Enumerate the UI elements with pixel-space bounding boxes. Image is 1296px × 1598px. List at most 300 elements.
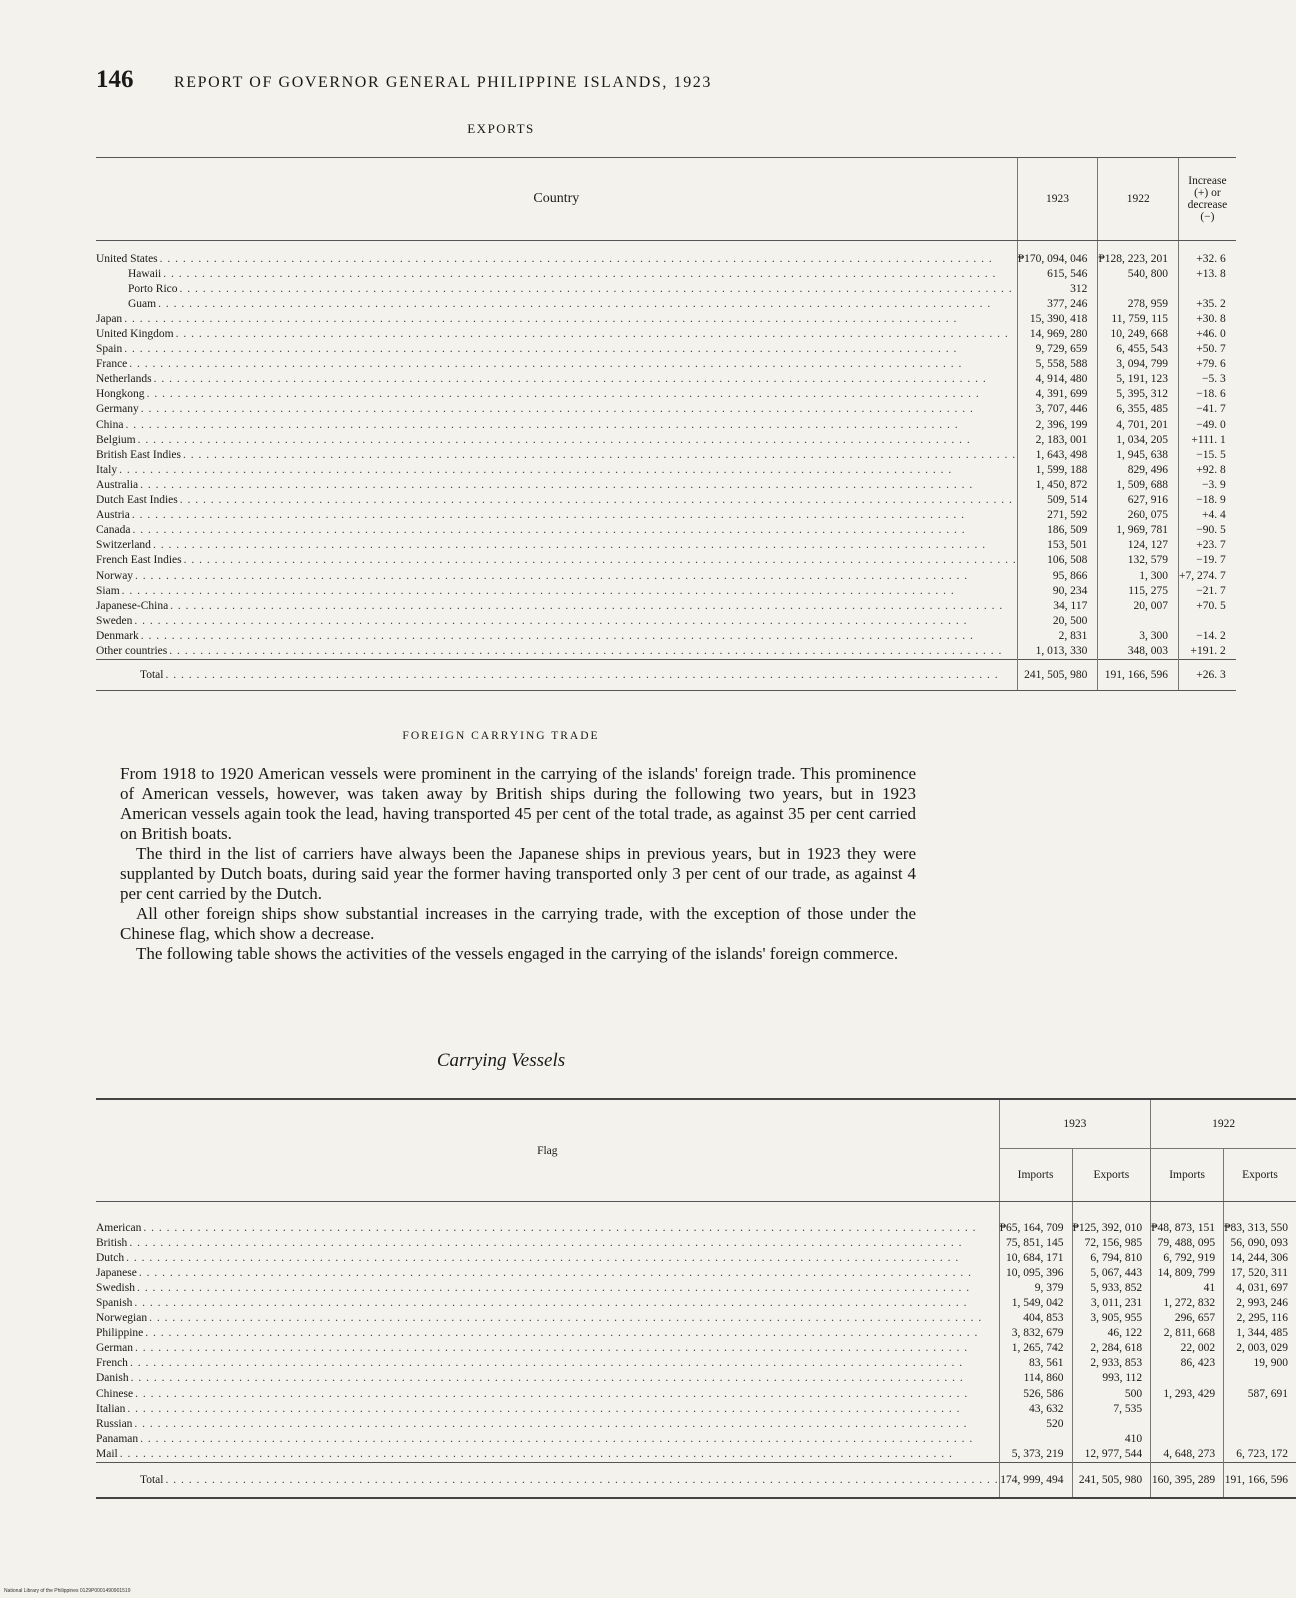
total-exports-1923-cell: 241, 505, 980 [1072, 1462, 1151, 1498]
value-1922-cell: 132, 579 [1098, 553, 1179, 568]
total-1922-cell: 191, 166, 596 [1098, 659, 1179, 690]
dot-leader [176, 327, 1017, 341]
table-row [96, 417, 1236, 432]
label-text: Japanese [96, 1266, 137, 1279]
row-label [96, 327, 1017, 341]
dot-leader [135, 1341, 999, 1355]
label-text: Dutch East Indies [96, 494, 178, 507]
flag-cell [96, 1401, 999, 1416]
value-1922-cell: 540, 800 [1098, 266, 1179, 281]
dot-leader [180, 493, 1017, 507]
country-cell [96, 493, 1017, 508]
imports-1922-cell: 79, 488, 095 [1151, 1235, 1224, 1250]
dot-leader [135, 1387, 999, 1401]
dot-leader [130, 1356, 999, 1370]
country-cell [96, 402, 1017, 417]
imports-1922-cell: 22, 002 [1151, 1341, 1224, 1356]
value-1922-cell: 1, 300 [1098, 568, 1179, 583]
exports-1923-cell: 6, 794, 810 [1072, 1250, 1151, 1265]
change-cell: −49. 0 [1179, 417, 1236, 432]
imports-1923-cell: 9, 379 [999, 1280, 1072, 1295]
table-row [96, 628, 1236, 643]
table-row [96, 1280, 1296, 1295]
flag-cell [96, 1202, 999, 1236]
imports-1922-cell: 296, 657 [1151, 1311, 1224, 1326]
exports-1922-cell: ₱83, 313, 550 [1224, 1202, 1296, 1236]
carrying-trade-title: FOREIGN CARRYING TRADE [402, 730, 600, 742]
imports-1922-cell: 1, 272, 832 [1151, 1295, 1224, 1310]
country-cell [96, 241, 1017, 267]
page-header [96, 66, 916, 100]
country-cell [96, 538, 1017, 553]
row-label [96, 1311, 999, 1325]
label-text: American [96, 1221, 142, 1234]
row-label [96, 553, 1017, 567]
row-label [96, 1221, 999, 1235]
row-label [96, 402, 1017, 416]
row-label [96, 493, 1017, 507]
exports-1922-cell [1224, 1401, 1296, 1416]
value-1923-cell: 5, 558, 588 [1017, 357, 1098, 372]
flag-cell [96, 1416, 999, 1431]
row-label [96, 1402, 999, 1416]
dot-leader [158, 297, 1017, 311]
value-1922-cell [1098, 613, 1179, 628]
col-header-year-1923: 1923 [999, 1099, 1151, 1149]
dot-leader [183, 448, 1017, 462]
country-cell [96, 523, 1017, 538]
table-row [96, 1371, 1296, 1386]
value-1922-cell: 124, 127 [1098, 538, 1179, 553]
label-text: German [96, 1342, 134, 1355]
dot-leader [180, 282, 1017, 296]
change-cell: −18. 9 [1179, 493, 1236, 508]
dot-leader [135, 569, 1017, 583]
change-cell: +4. 4 [1179, 508, 1236, 523]
row-label [96, 1281, 999, 1295]
label-text: Philippine [96, 1327, 144, 1340]
row-label [96, 418, 1017, 432]
label-text: Other countries [96, 644, 168, 657]
row-label [96, 1432, 999, 1446]
label-text: Japanese-China [96, 599, 169, 612]
flag-cell [96, 1250, 999, 1265]
exports-1923-cell: 993, 112 [1072, 1371, 1151, 1386]
row-label [96, 448, 1017, 462]
imports-1922-cell: ₱48, 873, 151 [1151, 1202, 1224, 1236]
vessels-table [96, 1098, 1296, 1499]
value-1923-cell: 95, 866 [1017, 568, 1098, 583]
exports-1922-cell [1224, 1371, 1296, 1386]
row-label [96, 508, 1017, 522]
value-1923-cell: 14, 969, 280 [1017, 326, 1098, 341]
dot-leader [126, 1251, 998, 1265]
exports-1923-cell [1072, 1416, 1151, 1431]
exports-1922-cell: 2, 003, 029 [1224, 1341, 1296, 1356]
total-exports-1922-cell: 191, 166, 596 [1224, 1462, 1296, 1498]
table-row [96, 311, 1236, 326]
row-label [96, 342, 1017, 356]
running-title: REPORT OF GOVERNOR GENERAL PHILIPPINE ISLANDS, 1923 [174, 74, 712, 91]
col-header-imports-1922: Imports [1151, 1149, 1224, 1202]
value-1922-cell: 1, 969, 781 [1098, 523, 1179, 538]
table-row [96, 1202, 1296, 1236]
label-text: Panaman [96, 1432, 139, 1445]
value-1923-cell: 20, 500 [1017, 613, 1098, 628]
col-header-exports-1923: Exports [1072, 1149, 1151, 1202]
flag-cell [96, 1386, 999, 1401]
label-text: United States [96, 252, 158, 265]
exports-table [96, 157, 1236, 691]
change-cell: −19. 7 [1179, 553, 1236, 568]
imports-1922-cell [1151, 1401, 1224, 1416]
dot-leader [134, 1417, 998, 1431]
row-label [96, 569, 1017, 583]
imports-1923-cell: 404, 853 [999, 1311, 1072, 1326]
row-label [96, 629, 1017, 643]
dot-leader [163, 267, 1017, 281]
country-cell [96, 628, 1017, 643]
total-label-cell [96, 659, 1017, 690]
label-text: French [96, 1357, 128, 1370]
table-row [96, 387, 1236, 402]
col-header-1923: 1923 [1017, 158, 1098, 241]
label-text: Siam [96, 584, 120, 597]
change-cell: +46. 0 [1179, 326, 1236, 341]
exports-1922-cell [1224, 1416, 1296, 1431]
label-text: Netherlands [96, 373, 152, 386]
exports-1922-cell: 2, 295, 116 [1224, 1311, 1296, 1326]
country-cell [96, 281, 1017, 296]
country-cell [96, 583, 1017, 598]
row-label [96, 668, 1017, 682]
row-label [96, 1296, 999, 1310]
dot-leader [137, 1281, 999, 1295]
dot-leader [165, 668, 1016, 682]
row-label [96, 478, 1017, 492]
imports-1922-cell: 4, 648, 273 [1151, 1446, 1224, 1462]
page-number: 146 [96, 66, 134, 93]
dot-leader [124, 342, 1017, 356]
change-cell: +79. 6 [1179, 357, 1236, 372]
dot-leader [134, 1296, 998, 1310]
exports-1923-cell: 3, 905, 955 [1072, 1311, 1151, 1326]
change-cell: +30. 8 [1179, 311, 1236, 326]
dot-leader [138, 433, 1017, 447]
country-cell [96, 508, 1017, 523]
table-row [96, 643, 1236, 659]
flag-cell [96, 1280, 999, 1295]
row-label [96, 584, 1017, 598]
value-1923-cell: 9, 729, 659 [1017, 342, 1098, 357]
label-text: Australia [96, 478, 139, 491]
country-cell [96, 417, 1017, 432]
row-label [96, 312, 1017, 326]
value-1923-cell: 271, 592 [1017, 508, 1098, 523]
table-row [96, 402, 1236, 417]
exports-1923-cell: 7, 535 [1072, 1401, 1151, 1416]
imports-1923-cell: 83, 561 [999, 1356, 1072, 1371]
change-cell [1179, 281, 1236, 296]
total-1923-cell: 241, 505, 980 [1017, 659, 1098, 690]
label-text: Total [140, 668, 164, 681]
value-1922-cell: 4, 701, 201 [1098, 417, 1179, 432]
change-cell: −21. 7 [1179, 583, 1236, 598]
value-1922-cell: 278, 959 [1098, 296, 1179, 311]
total-imports-1923-cell: 174, 999, 494 [999, 1462, 1072, 1498]
value-1923-cell: 4, 391, 699 [1017, 387, 1098, 402]
value-1922-cell: 115, 275 [1098, 583, 1179, 598]
imports-1922-cell [1151, 1416, 1224, 1431]
table-row [96, 477, 1236, 492]
row-label [96, 1326, 999, 1340]
country-cell [96, 447, 1017, 462]
country-cell [96, 598, 1017, 613]
imports-1922-cell: 1, 293, 429 [1151, 1386, 1224, 1401]
row-label [96, 282, 1017, 296]
value-1923-cell: 1, 450, 872 [1017, 477, 1098, 492]
label-text: Total [140, 1473, 164, 1486]
table-row [96, 553, 1236, 568]
dot-leader [119, 463, 1017, 477]
dot-leader [140, 1432, 998, 1446]
imports-1923-cell [999, 1431, 1072, 1446]
exports-1922-cell: 587, 691 [1224, 1386, 1296, 1401]
table-row [96, 613, 1236, 628]
exports-title: EXPORTS [467, 121, 535, 136]
imports-1922-cell: 86, 423 [1151, 1356, 1224, 1371]
table-row [96, 241, 1236, 267]
value-1923-cell: 2, 831 [1017, 628, 1098, 643]
dot-leader [134, 614, 1016, 628]
value-1922-cell: 5, 191, 123 [1098, 372, 1179, 387]
col-header-1922: 1922 [1098, 158, 1179, 241]
exports-1922-cell: 1, 344, 485 [1224, 1326, 1296, 1341]
table-row [96, 493, 1236, 508]
exports-1922-cell: 56, 090, 093 [1224, 1235, 1296, 1250]
imports-1922-cell [1151, 1431, 1224, 1446]
vessels-title: Carrying Vessels [436, 1050, 566, 1071]
value-1923-cell: 377, 246 [1017, 296, 1098, 311]
col-header-imports-1923: Imports [999, 1149, 1072, 1202]
label-text: Italian [96, 1402, 126, 1415]
table-row [96, 1341, 1296, 1356]
table-row [96, 1235, 1296, 1250]
imports-1923-cell: 3, 832, 679 [999, 1326, 1072, 1341]
imports-1923-cell: 1, 265, 742 [999, 1341, 1072, 1356]
exports-1923-cell: ₱125, 392, 010 [1072, 1202, 1151, 1236]
value-1922-cell: 1, 509, 688 [1098, 477, 1179, 492]
row-label [96, 387, 1017, 401]
value-1922-cell: 1, 945, 638 [1098, 447, 1179, 462]
flag-cell [96, 1235, 999, 1250]
label-text: British [96, 1236, 128, 1249]
exports-1922-cell: 17, 520, 311 [1224, 1265, 1296, 1280]
scan-footer: National Library of the Philippines 0129P0001490901519 [4, 1588, 131, 1594]
flag-cell [96, 1341, 999, 1356]
label-text: Germany [96, 403, 139, 416]
value-1923-cell: 1, 599, 188 [1017, 462, 1098, 477]
label-text: Spain [96, 343, 123, 356]
dot-leader [122, 584, 1017, 598]
change-cell: +92. 8 [1179, 462, 1236, 477]
label-text: Dutch [96, 1251, 125, 1264]
flag-cell [96, 1311, 999, 1326]
dot-leader [125, 418, 1016, 432]
label-text: French East Indies [96, 554, 182, 567]
row-label [96, 372, 1017, 386]
imports-1923-cell: 10, 095, 396 [999, 1265, 1072, 1280]
table-row [96, 281, 1236, 296]
table-row [96, 372, 1236, 387]
dot-leader [127, 1402, 998, 1416]
dot-leader [132, 508, 1017, 522]
country-cell [96, 357, 1017, 372]
dot-leader [129, 1236, 998, 1250]
row-label [96, 1447, 999, 1461]
label-text: Switzerland [96, 539, 151, 552]
value-1922-cell: 3, 094, 799 [1098, 357, 1179, 372]
change-cell [1179, 613, 1236, 628]
table-row [96, 342, 1236, 357]
imports-1923-cell: 43, 632 [999, 1401, 1072, 1416]
flag-cell [96, 1326, 999, 1341]
value-1923-cell: ₱170, 094, 046 [1017, 241, 1098, 267]
label-text: China [96, 418, 124, 431]
imports-1922-cell: 2, 811, 668 [1151, 1326, 1224, 1341]
change-cell: +191. 2 [1179, 643, 1236, 659]
imports-1923-cell: 10, 684, 171 [999, 1250, 1072, 1265]
value-1922-cell: 11, 759, 115 [1098, 311, 1179, 326]
table-row [96, 1416, 1296, 1431]
col-header-change: Increase (+) or decrease (−) [1179, 158, 1236, 241]
table-row [96, 1386, 1296, 1401]
row-label [96, 1341, 999, 1355]
exports-1923-cell: 2, 933, 853 [1072, 1356, 1151, 1371]
exports-1923-cell: 410 [1072, 1431, 1151, 1446]
dot-leader [129, 357, 1016, 371]
value-1922-cell: ₱128, 223, 201 [1098, 241, 1179, 267]
label-text: Danish [96, 1372, 129, 1385]
col-header-flag: Flag [96, 1099, 999, 1202]
col-header-year-1922: 1922 [1151, 1099, 1296, 1149]
label-text: Swedish [96, 1281, 135, 1294]
dot-leader [132, 523, 1016, 537]
table-row [96, 1446, 1296, 1462]
value-1923-cell: 3, 707, 446 [1017, 402, 1098, 417]
table-row [96, 326, 1236, 341]
country-cell [96, 568, 1017, 583]
imports-1923-cell: 1, 549, 042 [999, 1295, 1072, 1310]
value-1923-cell: 2, 183, 001 [1017, 432, 1098, 447]
exports-1923-cell: 5, 933, 852 [1072, 1280, 1151, 1295]
change-cell: +50. 7 [1179, 342, 1236, 357]
country-cell [96, 387, 1017, 402]
table-row [96, 1295, 1296, 1310]
value-1922-cell: 6, 355, 485 [1098, 402, 1179, 417]
dot-leader [140, 478, 1017, 492]
row-label [96, 267, 1017, 281]
exports-1923-cell: 500 [1072, 1386, 1151, 1401]
dot-leader [124, 312, 1017, 326]
dot-leader [131, 1371, 999, 1385]
table-row [96, 1311, 1296, 1326]
country-cell [96, 326, 1017, 341]
imports-1922-cell: 41 [1151, 1280, 1224, 1295]
label-text: Hawaii [128, 267, 162, 280]
table-row [96, 538, 1236, 553]
value-1923-cell: 34, 117 [1017, 598, 1098, 613]
change-cell: −18. 6 [1179, 387, 1236, 402]
change-cell: −90. 5 [1179, 523, 1236, 538]
label-text: British East Indies [96, 448, 181, 461]
table-row [96, 462, 1236, 477]
value-1922-cell: 260, 075 [1098, 508, 1179, 523]
flag-cell [96, 1265, 999, 1280]
country-cell [96, 266, 1017, 281]
label-text: Italy [96, 463, 118, 476]
row-label [96, 538, 1017, 552]
exports-1923-cell: 3, 011, 231 [1072, 1295, 1151, 1310]
change-cell: −41. 7 [1179, 402, 1236, 417]
row-label [96, 1473, 999, 1487]
imports-1923-cell: 114, 860 [999, 1371, 1072, 1386]
dot-leader [170, 599, 1017, 613]
dot-leader [184, 553, 1017, 567]
dot-leader [149, 1311, 999, 1325]
label-text: France [96, 358, 128, 371]
value-1923-cell: 106, 508 [1017, 553, 1098, 568]
exports-1922-cell: 14, 244, 306 [1224, 1250, 1296, 1265]
label-text: Russian [96, 1417, 133, 1430]
row-label [96, 523, 1017, 537]
row-label [96, 1371, 999, 1385]
dot-leader [160, 252, 1017, 266]
imports-1923-cell: ₱65, 164, 709 [999, 1202, 1072, 1236]
paragraph: The following table shows the activities of the vessels engaged in the carrying of the islands' foreign commerce. [136, 944, 899, 963]
value-1923-cell: 4, 914, 480 [1017, 372, 1098, 387]
value-1922-cell: 6, 455, 543 [1098, 342, 1179, 357]
flag-cell [96, 1356, 999, 1371]
imports-1922-cell: 14, 809, 799 [1151, 1265, 1224, 1280]
table-row [96, 568, 1236, 583]
value-1923-cell: 1, 643, 498 [1017, 447, 1098, 462]
total-row [96, 659, 1236, 690]
label-text: Chinese [96, 1387, 134, 1400]
change-cell: −5. 3 [1179, 372, 1236, 387]
value-1923-cell: 1, 013, 330 [1017, 643, 1098, 659]
row-label [96, 1236, 999, 1250]
dot-leader [141, 402, 1017, 416]
exports-1923-cell: 5, 067, 443 [1072, 1265, 1151, 1280]
row-label [96, 1417, 999, 1431]
label-text: Austria [96, 509, 130, 522]
label-text: Norway [96, 569, 134, 582]
table-row [96, 508, 1236, 523]
exports-1923-cell: 12, 977, 544 [1072, 1446, 1151, 1462]
row-label [96, 599, 1017, 613]
change-cell: −15. 5 [1179, 447, 1236, 462]
table-row [96, 432, 1236, 447]
country-cell [96, 643, 1017, 659]
table-row [96, 598, 1236, 613]
table-row [96, 1265, 1296, 1280]
label-text: Norwegian [96, 1312, 148, 1325]
country-cell [96, 296, 1017, 311]
label-text: Porto Rico [128, 282, 178, 295]
value-1922-cell: 348, 003 [1098, 643, 1179, 659]
dot-leader [154, 372, 1017, 386]
